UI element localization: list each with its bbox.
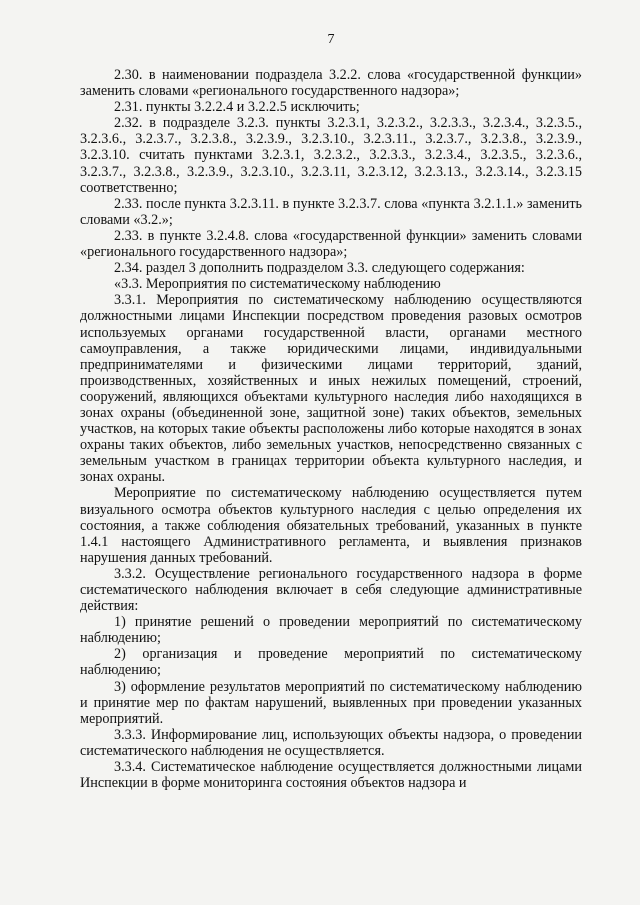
list-item-3: 3) оформление результатов мероприятий по систематическому наблюдению и принятие мер по фактам нарушений, выявленных при проведении указанных мероприятий. xyxy=(80,678,582,727)
paragraph-2-33-b: 2.33. в пункте 3.2.4.8. слова «государственной функции» заменить словами «регионального государственного надзора»; xyxy=(80,227,582,261)
list-item-1: 1) принятие решений о проведении мероприятий по систематическому наблюдению; xyxy=(80,614,582,647)
page-number: 7 xyxy=(327,32,335,47)
paragraph-2-32: 2.32. в подразделе 3.2.3. пункты 3.2.3.1, 3.2.3.2., 3.2.3.3., 3.2.3.4., 3.2.3.5., 3.2.3.6., 3.2.3.7., 3.2.3.8., 3.2.3.9., 3.2.3.10., 3.2.3.11., 3.2.3.7., 3.2.3.8., 3.2.3.9., 3.2.3.10. считать пунктами 3.2.3.1, 3.2.3.2., 3.2.3.3., 3.2.3.4., 3.2.3.5., 3.2.3.6., 3.2.3.7., 3.2.3.8., 3.2.3.9., 3.2.3.10., 3.2.3.11, 3.2.3.12, 3.2.3.13., 3.2.3.14., 3.2.3.15 соответственно; xyxy=(80,115,582,196)
section-heading-3-3: «3.3. Мероприятия по систематическому наблюдению xyxy=(114,276,441,293)
paragraph-2-31: 2.31. пункты 3.2.2.4 и 3.2.2.5 исключить; xyxy=(114,99,360,116)
paragraph-3-3-4: 3.3.4. Систематическое наблюдение осуществляется должностными лицами Инспекции в форме мониторинга состояния объектов надзора и xyxy=(80,759,582,792)
paragraph-3-3-1: 3.3.1. Мероприятия по систематическому наблюдению осуществляются должностными лицами Инспекции посредством проведения разовых осмотров используемых органами государственной власти, органами местного самоуправления, а также юридическими лицами, индивидуальными предпринимателями и физическими лицами территорий, зданий, производственных, хозяйственных и иных нежилых помещений, строений, сооружений, являющихся объектами культурного наследия либо находящихся в зонах охраны (объединенной зоне, защитной зоне) таких объектов, земельных участков, на которых такие объекты расположены либо которые находятся в зонах охраны таких объектов, либо земельных участков, непосредственно связанных с земельным участком в границах территории объекта культурного наследия, и зонах охраны. xyxy=(80,292,582,486)
paragraph-3-3-1-cont: Мероприятие по систематическому наблюдению осуществляется путем визуального осмотра объектов культурного наследия с целью определения их состояния, а также соблюдения обязательных требований, указанных в пункте 1.4.1 настоящего Административного регламента, и выявления признаков нарушения данных требований. xyxy=(80,485,582,566)
paragraph-2-34: 2.34. раздел 3 дополнить подразделом 3.3. следующего содержания: xyxy=(114,260,525,277)
paragraph-2-33-a: 2.33. после пункта 3.2.3.11. в пункте 3.2.3.7. слова «пункта 3.2.1.1.» заменить словами «3.2.»; xyxy=(80,195,582,228)
list-item-2: 2) организация и проведение мероприятий по систематическому наблюдению; xyxy=(80,646,582,679)
paragraph-2-30: 2.30. в наименовании подраздела 3.2.2. слова «государственной функции» заменить словами «регионального государственного надзора»; xyxy=(80,67,582,100)
paragraph-3-3-2: 3.3.2. Осуществление регионального государственного надзора в форме систематического наблюдения включает в себя следующие административные действия: xyxy=(80,565,582,615)
document-body xyxy=(80,67,582,791)
paragraph-3-3-3: 3.3.3. Информирование лиц, использующих объекты надзора, о проведении систематического наблюдения не осуществляется. xyxy=(80,726,582,759)
